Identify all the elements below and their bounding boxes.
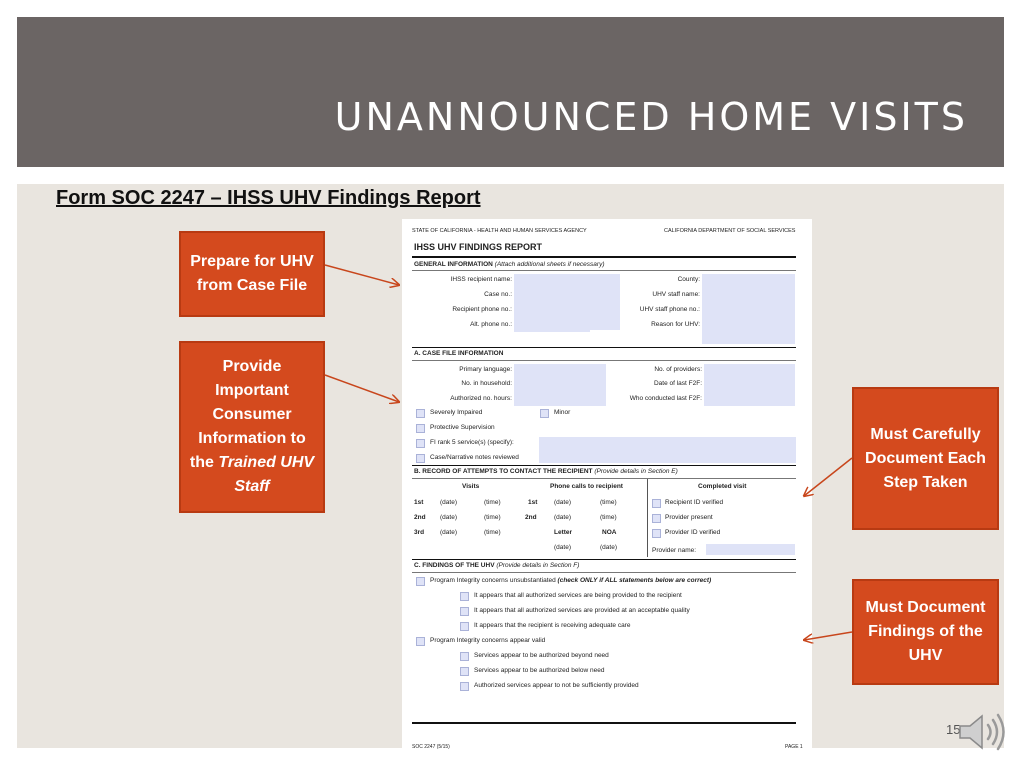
form-check-label: Provider present [665, 514, 713, 521]
checkbox-icon [652, 499, 661, 508]
form-field [706, 544, 795, 555]
form-label: Primary language: [459, 366, 512, 373]
form-cell: (time) [484, 529, 501, 536]
form-field [704, 364, 795, 406]
form-check-label: Severely Impaired [430, 409, 483, 416]
title-bar [17, 17, 1004, 167]
form-row-label: 2nd [525, 514, 537, 521]
form-rule [412, 270, 796, 271]
form-check-label: Minor [554, 409, 571, 416]
form-cell: (time) [600, 514, 617, 521]
form-cell: (time) [600, 499, 617, 506]
form-label: Authorized no. hours: [450, 395, 512, 402]
form-cell: Letter [554, 529, 573, 536]
form-cell: NOA [602, 529, 617, 536]
form-soc2247-image [402, 219, 812, 749]
form-check-label: Authorized services appear to not be sufficiently provided [474, 682, 639, 689]
form-col-header: Phone calls to recipient [550, 483, 623, 490]
checkbox-icon [540, 409, 549, 418]
form-check-label: Services appear to be authorized below need [474, 667, 605, 674]
callout-prepare-text: Prepare for UHV from Case File [190, 253, 314, 294]
checkbox-icon [416, 424, 425, 433]
checkbox-icon [416, 454, 425, 463]
form-label: Case no.: [484, 291, 512, 298]
form-check-label: Provider ID verified [665, 529, 721, 536]
callout-document-steps-text: Must Carefully Document Each Step Taken [865, 425, 986, 491]
speaker-icon[interactable] [956, 712, 1010, 752]
form-check-label: It appears that all authorized services are being provided to the recipient [474, 592, 682, 599]
form-cell: (date) [554, 544, 571, 551]
checkbox-icon [652, 514, 661, 523]
form-rule [412, 256, 796, 258]
checkbox-icon [416, 409, 425, 418]
form-rule [412, 360, 796, 361]
form-check-label: Recipient ID verified [665, 499, 724, 506]
form-agency-left: STATE OF CALIFORNIA - HEALTH AND HUMAN SERVICES AGENCY [412, 228, 587, 234]
form-row-label: 1st [528, 499, 538, 506]
page-number: 15 [946, 722, 961, 737]
form-label: UHV staff phone no.: [639, 306, 700, 313]
form-divider [647, 479, 648, 557]
form-general-header: GENERAL INFORMATION (Attach additional sheets if necessary) [414, 261, 605, 268]
form-check-label: Program Integrity concerns unsubstantiated (check ONLY if ALL statements below are correct) [430, 577, 712, 584]
checkbox-icon [460, 622, 469, 631]
form-check-label: Services appear to be authorized beyond need [474, 652, 609, 659]
slide-subtitle: Form SOC 2247 – IHSS UHV Findings Report [56, 187, 481, 209]
form-field [702, 274, 795, 344]
checkbox-icon [416, 637, 425, 646]
checkbox-icon [460, 682, 469, 691]
form-footer-right: PAGE 1 [785, 744, 803, 750]
form-row-label: 1st [414, 499, 424, 506]
form-check-label: Protective Supervision [430, 424, 495, 431]
form-label: Recipient phone no.: [452, 306, 512, 313]
form-col-header: Visits [462, 483, 480, 490]
form-label: Reason for UHV: [651, 321, 700, 328]
form-section-c: C. FINDINGS OF THE UHV (Provide details in Section F) [414, 562, 580, 569]
form-label: Alt. phone no.: [470, 321, 512, 328]
form-footer-left: SOC 2247 (5/15) [412, 744, 450, 750]
form-rule [412, 572, 796, 573]
form-cell: (date) [554, 514, 571, 521]
form-rule [412, 478, 796, 479]
callout-prepare [179, 231, 325, 317]
form-section-b: B. RECORD OF ATTEMPTS TO CONTACT THE RECIPIENT (Provide details in Section E) [414, 468, 678, 475]
checkbox-icon [460, 592, 469, 601]
form-rule [412, 347, 796, 348]
checkbox-icon [652, 529, 661, 538]
form-field [514, 364, 606, 406]
callout-provide-text: Provide Important Consumer Information to the Trained UHV Staff [189, 358, 315, 495]
form-agency-right: CALIFORNIA DEPARTMENT OF SOCIAL SERVICES [664, 228, 796, 234]
form-cell: (date) [554, 499, 571, 506]
form-label: UHV staff name: [652, 291, 700, 298]
form-section-a: A. CASE FILE INFORMATION [414, 350, 504, 357]
form-label: Provider name: [652, 547, 697, 554]
form-cell: (date) [440, 529, 457, 536]
callout-document-steps [852, 387, 999, 530]
form-check-label: Program Integrity concerns appear valid [430, 637, 546, 644]
form-col-header: Completed visit [698, 483, 747, 490]
form-row-label: 3rd [414, 529, 425, 536]
checkbox-icon [416, 439, 425, 448]
form-check-label: It appears that the recipient is receiving adequate care [474, 622, 631, 629]
checkbox-icon [460, 607, 469, 616]
form-title: IHSS UHV FINDINGS REPORT [414, 242, 543, 252]
form-label: IHSS recipient name: [450, 276, 512, 283]
form-rule [412, 559, 796, 560]
form-cell: (date) [440, 499, 457, 506]
form-field [514, 319, 590, 332]
callout-document-findings [852, 579, 999, 685]
callout-document-findings-text: Must Document Findings of the UHV [865, 599, 986, 664]
form-label: No. of providers: [654, 366, 702, 373]
form-field [539, 437, 796, 463]
form-label: Who conducted last F2F: [629, 395, 702, 402]
checkbox-icon [460, 667, 469, 676]
form-rule [412, 722, 796, 724]
slide-title: UNANNOUNCED HOME VISITS [334, 95, 968, 139]
checkbox-icon [460, 652, 469, 661]
form-check-label: FI rank 5 service(s) (specify): [430, 439, 514, 446]
form-label: Date of last F2F: [653, 380, 702, 387]
checkbox-icon [416, 577, 425, 586]
form-check-label: Case/Narrative notes reviewed [430, 454, 519, 461]
callout-provide-info [179, 341, 325, 513]
form-label: County: [677, 276, 700, 283]
form-cell: (date) [600, 544, 617, 551]
form-cell: (time) [484, 499, 501, 506]
form-check-label: It appears that all authorized services are provided at an acceptable quality [474, 607, 690, 614]
form-row-label: 2nd [414, 514, 426, 521]
form-label: No. in household: [461, 380, 512, 387]
form-cell: (time) [484, 514, 501, 521]
form-cell: (date) [440, 514, 457, 521]
form-rule [412, 465, 796, 466]
